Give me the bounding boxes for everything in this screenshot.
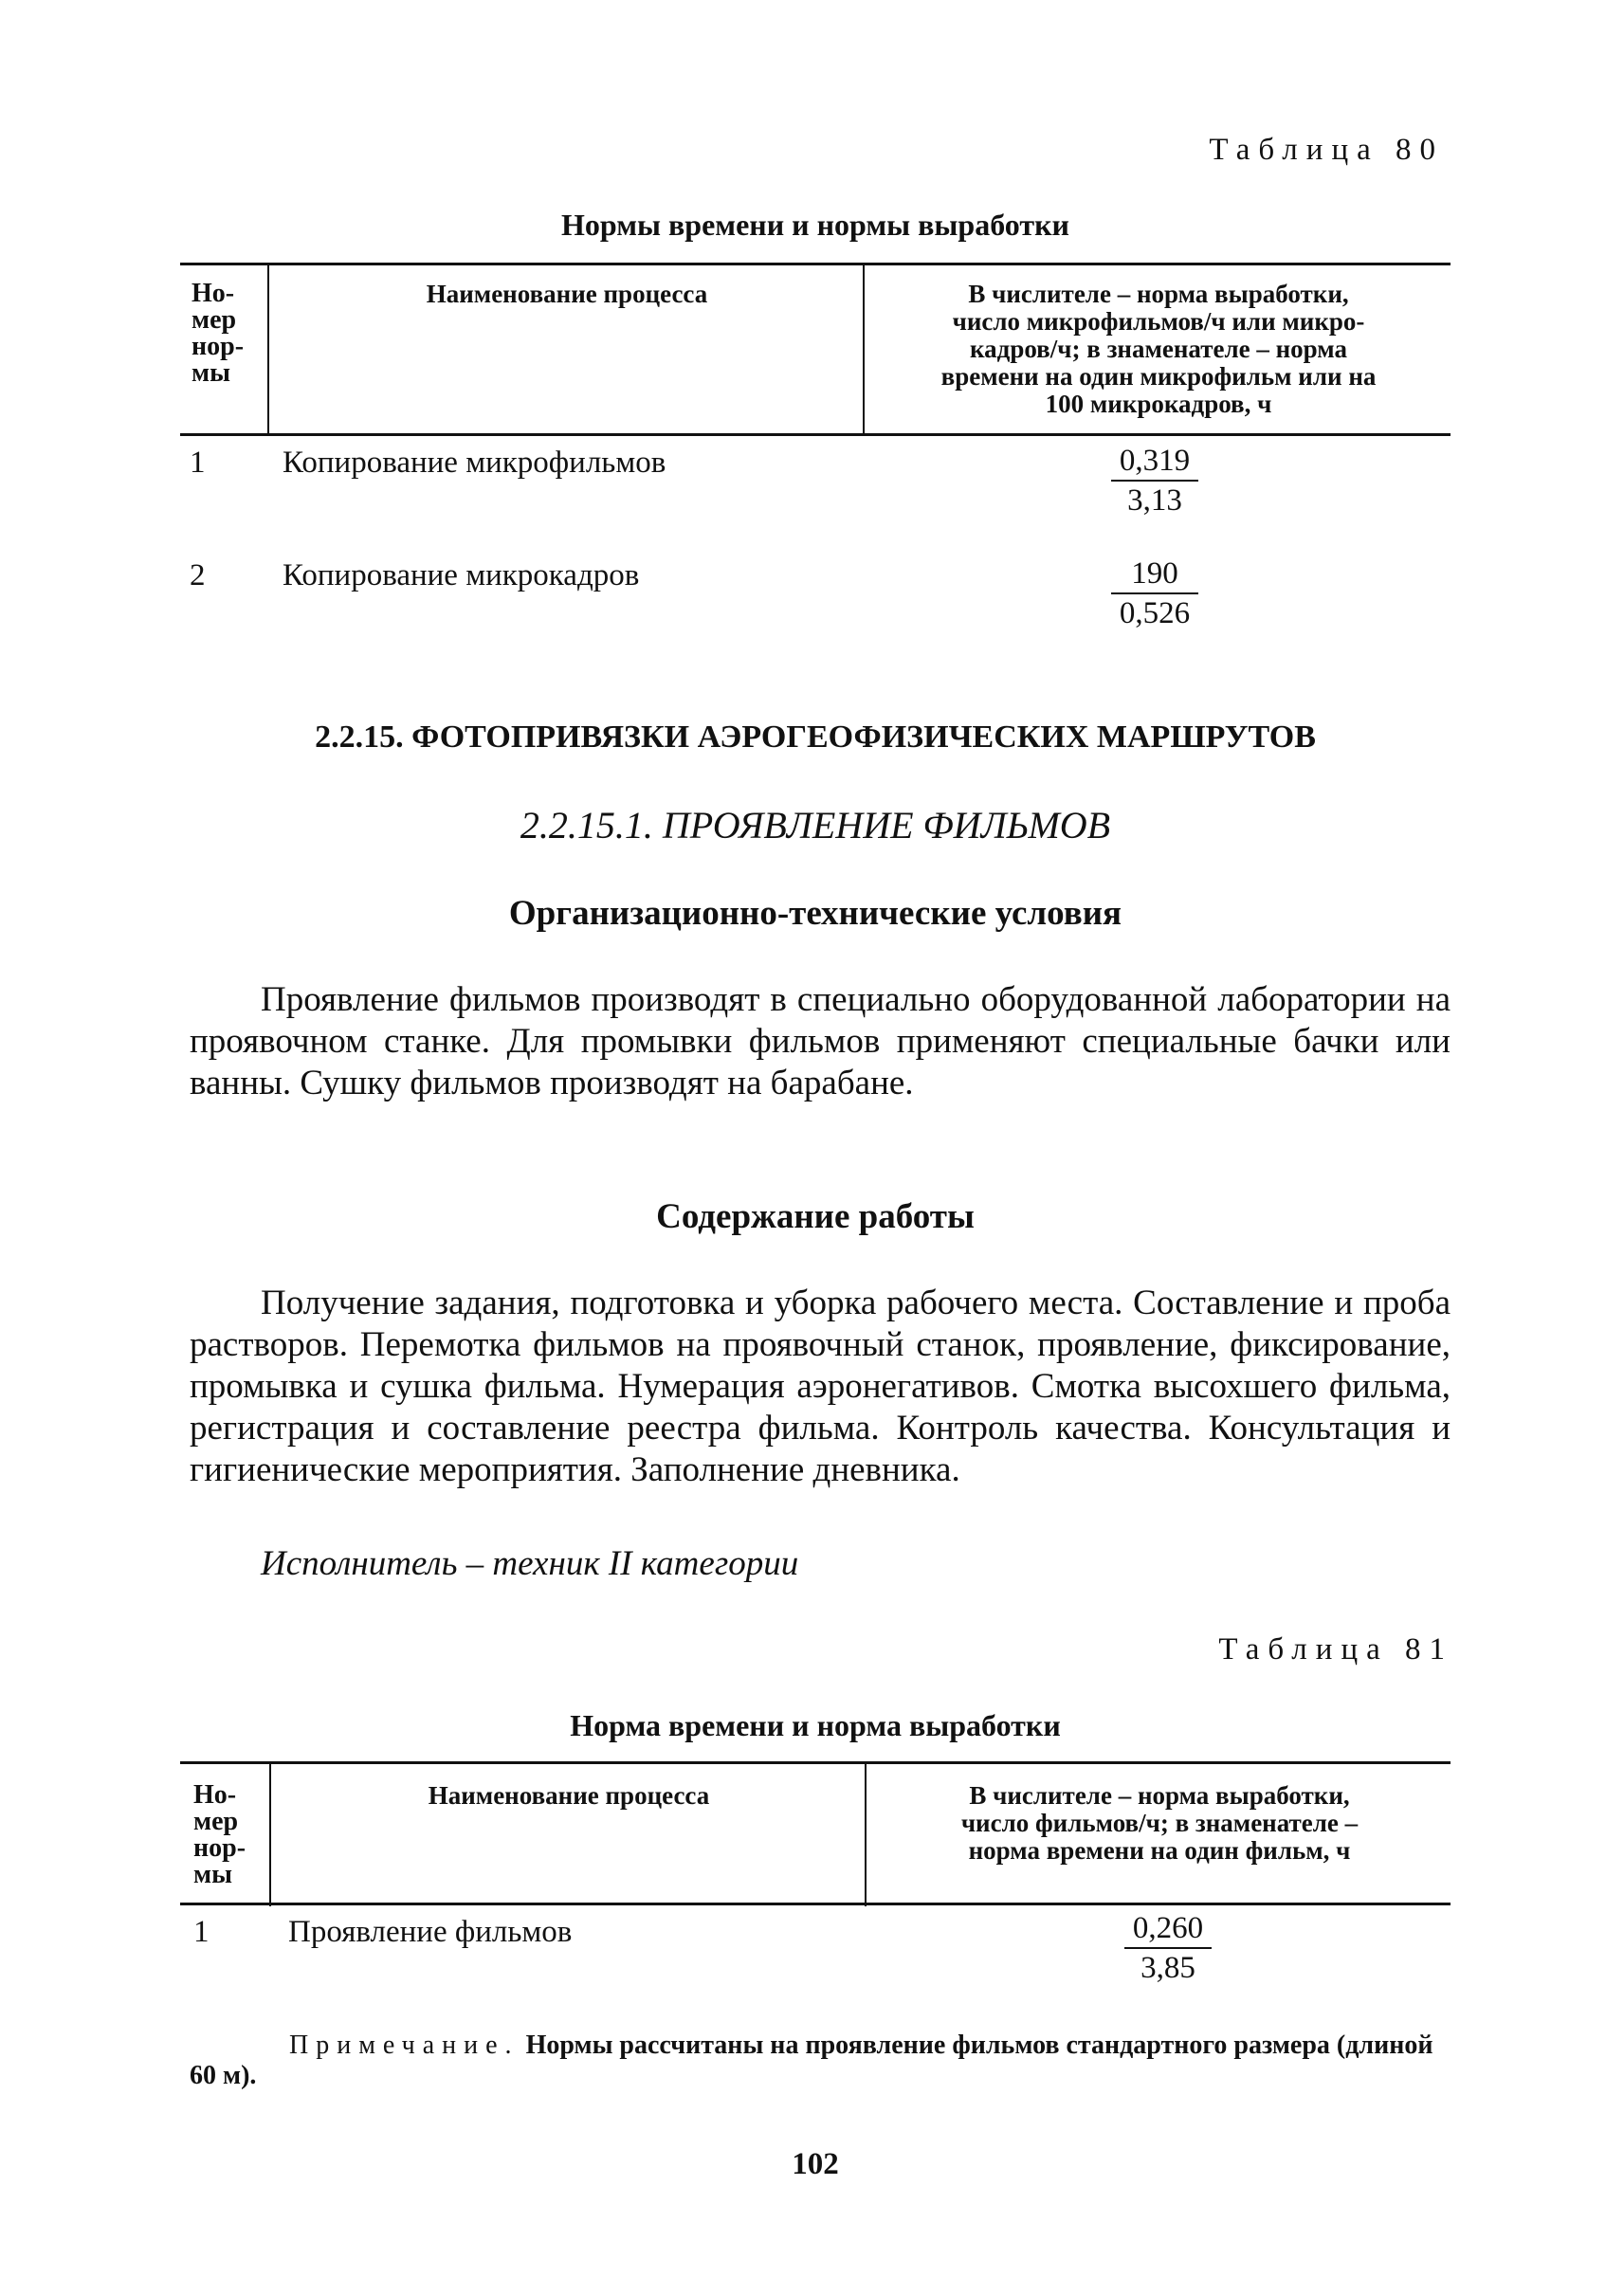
section-heading: 2.2.15. ФОТОПРИВЯЗКИ АЭРОГЕОФИЗИЧЕСКИХ МАРШРУТОВ — [315, 719, 1316, 755]
note-text: Нормы рассчитаны на проявление фильмов стандартного размера (длиной 60 м). — [190, 2031, 1433, 2090]
table80-header-norm: В числителе – норма выработки, число микрофильмов/ч или микро- кадров/ч; в знаменателе – норма времени на один микрофильм или на 100 микрокадров, ч — [940, 280, 1377, 418]
executor-line: Исполнитель – техник II категории — [261, 1544, 799, 1583]
table81-note — [190, 2031, 1451, 2091]
table80-col-divider-2 — [863, 265, 865, 433]
table81-row1-value — [1124, 1909, 1212, 1987]
conditions-paragraph: Проявление фильмов производят в специально оборудованной лаборатории на проявочном станке. Для промывки фильмов применяют специальные бачки или ванны. Сушку фильмов производят на барабане. — [190, 980, 1451, 1102]
table81-row1-denominator: 3,85 — [1124, 1947, 1212, 1987]
table81-label: Таблица 81 — [1218, 1632, 1453, 1667]
table80-row2-denominator: 0,526 — [1111, 592, 1198, 632]
table81-row1-numerator: 0,260 — [1132, 1911, 1204, 1945]
table80-header-number: Но- мер нор- мы — [192, 279, 245, 388]
table81-col-divider-2 — [865, 1764, 867, 1906]
table80-col-divider-1 — [267, 265, 269, 433]
table81-header-rule — [180, 1903, 1451, 1905]
table80-row1-numerator: 0,319 — [1119, 444, 1191, 478]
table81-top-rule — [180, 1761, 1451, 1764]
table80-label: Таблица 80 — [1209, 133, 1444, 167]
table80-row2-number: 2 — [190, 558, 206, 592]
section-subheading: 2.2.15.1. ПРОЯВЛЕНИЕ ФИЛЬМОВ — [520, 804, 1111, 847]
table81-header-norm: В числителе – норма выработки, число фильмов/ч; в знаменателе – норма времени на один фильм, ч — [960, 1781, 1359, 1865]
table81-header-process: Наименование процесса — [428, 1781, 710, 1810]
table80-row2-numerator: 190 — [1131, 556, 1178, 591]
content-heading: Содержание работы — [656, 1197, 975, 1236]
table81-row1-process: Проявление фильмов — [288, 1915, 573, 1949]
table80-header-rule — [180, 433, 1451, 436]
table80-row1-number: 1 — [190, 446, 206, 480]
table80-row1-denominator: 3,13 — [1111, 480, 1198, 519]
table81-caption: Норма времени и норма выработки — [570, 1708, 1061, 1742]
table80-row1-value — [1111, 442, 1198, 519]
table80-top-rule — [180, 263, 1451, 265]
note-label: Примечание. — [289, 2031, 520, 2060]
table80-row1-process: Копирование микрофильмов — [283, 446, 666, 480]
table81-row1-number: 1 — [193, 1915, 210, 1949]
table81-header-number: Но- мер нор- мы — [193, 1780, 246, 1889]
table80-caption: Нормы времени и нормы выработки — [561, 208, 1069, 242]
table80-header-process: Наименование процесса — [426, 280, 708, 308]
table81-col-divider-1 — [269, 1764, 271, 1906]
content-paragraph: Получение задания, подготовка и уборка рабочего места. Составление и проба растворов. Перемотка фильмов на проявочный станок, проявление, фиксирование, промывка и сушка фильма. Нумерация аэронегативов. Смотка высохшего фильма, регистрация и составление реестра фильма. Контроль качества. Консультация и гигиенические мероприятия. Заполнение дневника. — [190, 1284, 1451, 1489]
table80-row2-process: Копирование микрокадров — [283, 558, 640, 592]
page-number: 102 — [792, 2147, 839, 2181]
conditions-heading: Организационно-технические условия — [508, 894, 1122, 933]
table80-row2-value — [1111, 555, 1198, 632]
